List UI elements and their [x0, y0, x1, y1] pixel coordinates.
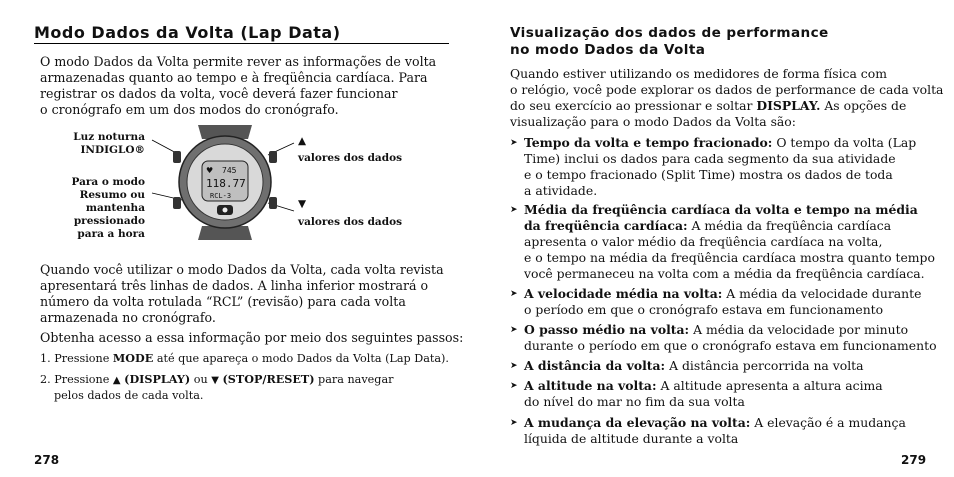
text-line: o relógio, você pode explorar os dados de performance de cada volta	[510, 82, 944, 97]
paragraph-3	[40, 330, 463, 346]
step-1: 1. Pressione MODE até que apareça o modo Dados da Volta (Lap Data).	[40, 351, 449, 365]
arrow-bullet-icon: ➤	[510, 361, 518, 371]
down-arrow-icon: ▼	[211, 375, 219, 386]
text-line: do seu exercício ao pressionar e soltar DISPLAY. As opções de	[510, 98, 907, 113]
watch-illustration	[150, 125, 300, 240]
indiglo-button	[173, 151, 181, 163]
bullet-lap-altitude: ➤ A altitude na volta: A altitude apresenta a altura acima do nível do mar no fim da sua volta	[510, 378, 883, 409]
display-line-2: 118.77	[206, 177, 246, 190]
bullet-elevation-change: ➤ A mudança da elevação na volta: A elevação é a mudança líquida de altitude durante a volta	[510, 415, 906, 446]
bullet-lap-split-time: ➤ Tempo da volta e tempo fracionado: O tempo da volta (Lap Time) inclui os dados para cada segmento da sua atividade e o tempo fracionado (Split Time) mostra os dados de toda a atividade.	[510, 135, 917, 198]
heart-icon: ♥	[206, 166, 214, 175]
title-rule	[34, 43, 449, 44]
bullet-avg-heart-rate: ➤ Média da freqüência cardíaca da volta e tempo na média da freqüência cardíaca: A média da freqüência cardíaca apresenta o valor médio da freqüência cardíaca na volta, e o tempo na média da freqüência cardíaca mostra quanto tempo você permaneceu na volta com a média da freqüência cardíaca.	[510, 202, 935, 281]
arrow-bullet-icon: ➤	[510, 138, 518, 148]
arrow-bullet-icon: ➤	[510, 418, 518, 428]
text-line: apresentará três linhas de dados. A linha inferior mostrará o	[40, 278, 429, 293]
bullet-lap-distance: ➤ A distância da volta: A distância percorrida na volta	[510, 358, 864, 373]
section-title: Visualização dos dados de performance no modo Dados da Volta	[510, 25, 829, 58]
text-line: registrar os dados da volta, você deverá fazer funcionar	[40, 86, 398, 101]
text-line: O modo Dados da Volta permite rever as informações de volta	[40, 54, 437, 69]
page-number: 278	[34, 453, 60, 467]
page-number: 279	[901, 453, 927, 467]
display-line-1: 745	[222, 166, 237, 175]
text-line: visualização para o modo Dados da Volta são:	[510, 114, 796, 129]
page-right	[477, 0, 954, 477]
intro-paragraph	[510, 66, 943, 130]
label-up-arrow	[298, 135, 306, 148]
display-button	[269, 151, 277, 163]
intro-paragraph	[40, 54, 436, 118]
text-line: Quando você utilizar o modo Dados da Volta, cada volta revista	[40, 262, 444, 277]
bullet-avg-pace: ➤ O passo médio na volta: A média da velocidade por minuto durante o período em que o cronógrafo estava em funcionamento	[510, 322, 937, 353]
stop-reset-button	[269, 197, 277, 209]
text-line: o cronógrafo em um dos modos do cronógrafo.	[40, 102, 339, 117]
arrow-bullet-icon: ➤	[510, 205, 518, 215]
text-line: Quando estiver utilizando os medidores de forma física com	[510, 66, 887, 81]
label-down-arrow	[298, 198, 306, 211]
up-arrow-icon: ▲	[112, 375, 121, 386]
arrow-bullet-icon: ➤	[510, 381, 518, 391]
label-down-values: valores dos dados	[298, 216, 402, 228]
arrow-bullet-icon: ➤	[510, 325, 518, 335]
arrow-bullet-icon: ➤	[510, 289, 518, 299]
step-2: 2. Pressione ▲ (DISPLAY) ou ▼ (STOP/RESET) para navegar pelos dados de cada volta.	[40, 372, 394, 402]
label-indiglo: Luz noturna INDIGLO®	[73, 131, 145, 156]
display-line-3: RCL-3	[210, 192, 232, 200]
text-line: armazenada no cronógrafo.	[40, 310, 216, 325]
paragraph-2	[40, 262, 444, 326]
text-line: número da volta rotulada “RCL” (revisão) para cada volta	[40, 294, 406, 309]
page-title: Modo Dados da Volta (Lap Data)	[34, 23, 341, 42]
label-up-values: valores dos dados	[298, 152, 402, 164]
text-line: Obtenha acesso a essa informação por meio dos seguintes passos:	[40, 330, 464, 345]
text-line: armazenadas quanto ao tempo e à freqüência cardíaca. Para	[40, 70, 428, 85]
mode-button	[173, 197, 181, 209]
label-mode: Para o modo Resumo ou mantenha pressionado para a hora	[71, 176, 145, 240]
brand-logo-icon	[223, 208, 228, 213]
bullet-avg-speed: ➤ A velocidade média na volta: A média da velocidade durante o período em que o cronógrafo estava em funcionamento	[510, 286, 922, 317]
up-arrow-icon: ▲	[298, 135, 307, 147]
down-arrow-icon: ▼	[298, 198, 307, 210]
